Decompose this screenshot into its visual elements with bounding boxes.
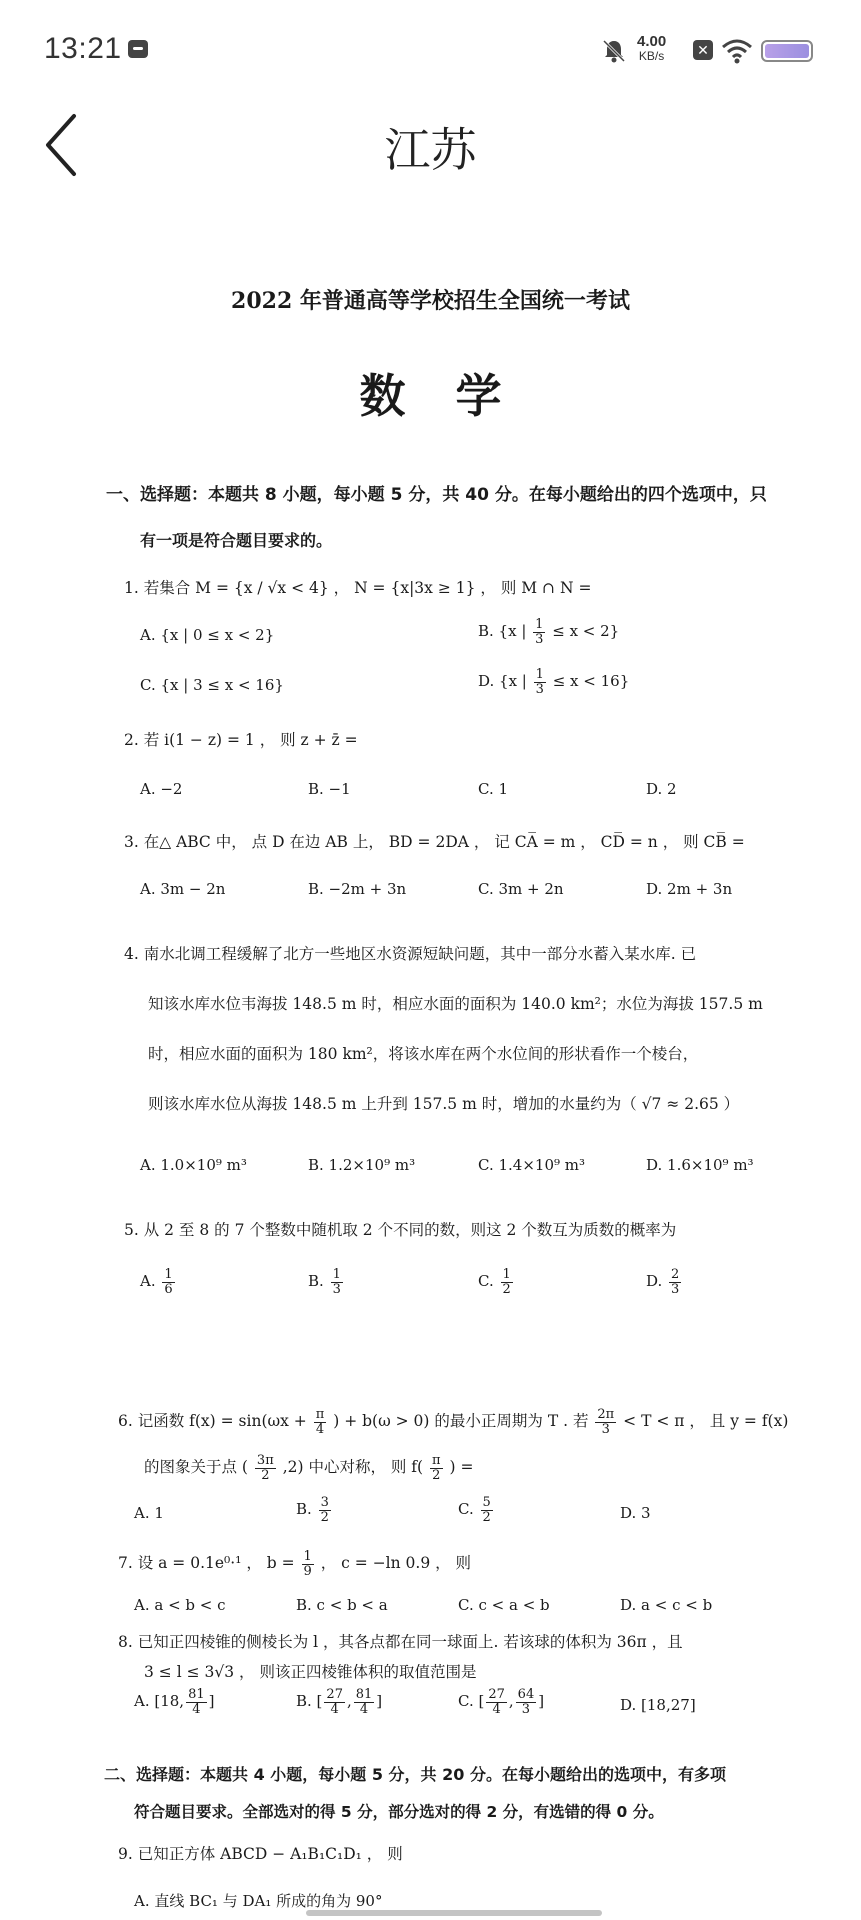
section-one-heading: 一、选择题：本题共 8 小题，每小题 5 分，共 40 分。在每小题给出的四个选项中，只 — [106, 485, 767, 505]
q7-num: 1 — [303, 1549, 312, 1564]
question-4-line-1: 4. 南水北调工程缓解了北方一些地区水资源短缺问题，其中一部分水蓄入某水库. 已 — [124, 945, 697, 963]
q6-c-label: C. — [458, 1500, 474, 1519]
question-8-line-2: 3 ≤ l ≤ 3√3 ， 则该正四棱锥体积的取值范围是 — [144, 1663, 477, 1681]
question-8-option-d: D. [18,27] — [620, 1696, 696, 1714]
q5-d-label: D. — [646, 1272, 663, 1291]
q8-b-den-2: 4 — [359, 1701, 369, 1717]
q8-b-num-1: 27 — [326, 1687, 343, 1702]
status-time: 13:21 — [44, 32, 122, 65]
question-2-option-b: B. −1 — [308, 780, 351, 798]
q8-c-fraction-1 — [486, 1688, 507, 1716]
q8-c-den-2: 3 — [521, 1701, 531, 1717]
question-2-option-c: C. 1 — [478, 780, 509, 798]
q6-l2-frac-2 — [430, 1454, 443, 1482]
question-6-option-b — [296, 1496, 333, 1524]
battery-level — [765, 44, 809, 58]
question-5-option-c — [478, 1268, 515, 1296]
question-7-option-c: C. c < a < b — [458, 1596, 550, 1614]
question-1-option-d — [478, 668, 629, 696]
section-one-heading-cont: 有一项是符合题目要求的。 — [140, 531, 333, 550]
section-two-heading: 二、选择题：本题共 4 小题，每小题 5 分，共 20 分。在每小题给出的选项中，有多项 — [104, 1765, 726, 1784]
question-4-option-d: D. 1.6×10⁹ m³ — [646, 1156, 754, 1174]
q1-b-fraction — [533, 618, 545, 646]
q8-a-pre: A. [18, — [134, 1692, 185, 1711]
q6-c-den: 2 — [482, 1509, 491, 1525]
question-7-option-d: D. a < c < b — [620, 1596, 713, 1614]
q6-l2-frac-1 — [255, 1454, 276, 1482]
q8-b-fraction-1 — [324, 1688, 345, 1716]
question-8-line-1: 8. 已知正四棱锥的侧棱长为 l ，其各点都在同一球面上. 若该球的体积为 36π ，且 — [118, 1633, 683, 1651]
question-6-option-d: D. 3 — [620, 1504, 651, 1522]
q6-l2-post: ) = — [449, 1458, 474, 1477]
q1-b-den: 3 — [535, 631, 544, 647]
question-5: 5. 从 2 至 8 的 7 个整数中随机取 2 个不同的数，则这 2 个数互为质数的概率为 — [124, 1221, 677, 1239]
q1-b-num: 1 — [535, 617, 544, 632]
q5-a-fraction — [162, 1268, 174, 1296]
q5-a-num: 1 — [164, 1267, 173, 1282]
q8-c-den-1: 4 — [492, 1701, 501, 1717]
q8-b-num-2: 81 — [355, 1687, 373, 1702]
q8-a-den: 4 — [192, 1701, 201, 1717]
top-navigation — [0, 100, 861, 190]
wifi-icon — [721, 38, 753, 64]
question-4-option-a: A. 1.0×10⁹ m³ — [140, 1156, 247, 1174]
q6-l1-frac-2 — [595, 1408, 616, 1436]
message-icon — [128, 40, 148, 58]
question-7-option-b: B. c < b < a — [296, 1596, 388, 1614]
question-1: 1. 若集合 M = {x / √x < 4} ， N = {x|3x ≥ 1} ， 则 M ∩ N = — [124, 579, 592, 597]
question-4-option-c: C. 1.4×10⁹ m³ — [478, 1156, 586, 1174]
exam-paper-image — [0, 190, 861, 1920]
q8-c-num-2: 64 — [517, 1687, 535, 1702]
q6-b-label: B. — [296, 1500, 312, 1519]
q8-c-num-1: 27 — [488, 1687, 505, 1702]
question-3-option-b: B. −2m + 3n — [308, 880, 407, 898]
status-icons — [601, 30, 821, 70]
q1-b-pre: B. {x | — [478, 622, 527, 641]
q6-l1-frac-1 — [314, 1408, 327, 1436]
q8-a-post: ] — [208, 1692, 215, 1711]
q5-c-fraction — [501, 1268, 513, 1296]
q6-l1-f1-den: 4 — [315, 1421, 325, 1437]
network-speed — [637, 34, 666, 64]
q6-l1-pre: 6. 记函数 f(x) = sin(ωx + — [118, 1412, 307, 1431]
q5-d-fraction — [669, 1268, 681, 1296]
home-indicator[interactable] — [306, 1910, 602, 1916]
q8-b-fraction-2 — [354, 1688, 375, 1716]
q6-l1-f1-num: π — [315, 1407, 325, 1422]
q1-d-pre: D. {x | — [478, 672, 527, 691]
question-3-option-c: C. 3m + 2n — [478, 880, 564, 898]
question-3: 3. 在△ ABC 中， 点 D 在边 AB 上， BD = 2DA ， 记 CA̅ = m ， CD̅ = n ， 则 CB̅ = — [124, 833, 745, 851]
q5-b-fraction — [331, 1268, 343, 1296]
q6-l2-f2-num: π — [432, 1453, 441, 1468]
question-6-line-2 — [144, 1454, 473, 1482]
q7-pre: 7. 设 a = 0.1e⁰·¹ ， b = — [118, 1554, 295, 1573]
bell-off-icon — [601, 38, 627, 64]
no-sim-icon: ✕ — [693, 40, 713, 60]
exam-subject: 数学 — [359, 369, 552, 423]
question-5-option-d — [646, 1268, 683, 1296]
q6-b-den: 2 — [320, 1509, 329, 1525]
q5-d-num: 2 — [671, 1267, 680, 1282]
q5-c-num: 1 — [502, 1267, 511, 1282]
q1-d-post: ≤ x < 16} — [552, 672, 630, 691]
question-5-option-b — [308, 1268, 345, 1296]
question-4-option-b: B. 1.2×10⁹ m³ — [308, 1156, 416, 1174]
question-6-option-a: A. 1 — [134, 1504, 164, 1522]
question-6-option-c — [458, 1496, 495, 1524]
q8-b-post: ] — [376, 1692, 383, 1711]
status-bar — [0, 0, 861, 100]
q6-l2-f2-den: 2 — [432, 1467, 441, 1483]
q6-l1-mid: ) + b(ω > 0) 的最小正周期为 T . 若 — [333, 1412, 589, 1431]
question-8-option-b: B. [ $\frac{27}{4}$ , $\frac{81}{4}$ ] — [296, 1687, 383, 1717]
q6-l1-f2-num: 2π — [597, 1407, 615, 1422]
question-7 — [118, 1550, 471, 1578]
q5-c-label: C. — [478, 1272, 494, 1291]
q7-den: 9 — [303, 1563, 312, 1579]
question-1-option-a: A. {x | 0 ≤ x < 2} — [140, 626, 275, 644]
question-3-option-a: A. 3m − 2n — [140, 880, 226, 898]
q1-b-post: ≤ x < 2} — [552, 622, 620, 641]
question-8-option-c: C. [ $\frac{27}{4}$ , $\frac{64}{3}$ ] — [458, 1687, 545, 1717]
q6-l2-f1-den: 2 — [261, 1467, 270, 1483]
section-two-heading-cont: 符合题目要求。全部选对的得 5 分，部分选对的得 2 分，有选错的得 0 分。 — [134, 1803, 664, 1821]
q1-d-den: 3 — [535, 681, 544, 697]
question-2-option-a: A. −2 — [140, 780, 183, 798]
page-title: 江苏 — [384, 123, 477, 177]
q8-c-fraction-2 — [516, 1688, 537, 1716]
question-2-option-d: D. 2 — [646, 780, 677, 798]
q6-b-fraction — [319, 1496, 331, 1524]
exam-title: 2022 年普通高等学校招生全国统一考试 — [231, 288, 630, 314]
q6-l2-mid: ,2) 中心对称， 则 f( — [282, 1458, 424, 1477]
question-8-option-a — [134, 1688, 214, 1716]
question-2: 2. 若 i(1 − z) = 1 ， 则 z + z̄ = — [124, 731, 358, 749]
q5-a-den: 6 — [164, 1281, 173, 1297]
question-1-option-b — [478, 618, 619, 646]
q6-l2-f1-num: 3π — [256, 1453, 274, 1468]
q8-c-pre: C. [ — [458, 1692, 485, 1711]
q8-c-post: ] — [538, 1692, 545, 1711]
q6-b-num: 3 — [320, 1495, 329, 1510]
question-7-option-a: A. a < b < c — [134, 1596, 226, 1614]
question-4-line-2: 知该水库水位韦海拔 148.5 m 时，相应水面的面积为 140.0 km²；水位为海拔 157.5 m — [148, 995, 763, 1013]
question-1-option-c: C. {x | 3 ≤ x < 16} — [140, 676, 284, 694]
q5-c-den: 2 — [502, 1281, 511, 1297]
q5-b-den: 3 — [332, 1281, 341, 1297]
q7-post: ， c = −ln 0.9 ， 则 — [320, 1554, 472, 1573]
q1-d-num: 1 — [535, 667, 544, 682]
q5-b-num: 1 — [332, 1267, 341, 1282]
question-6-line-1 — [118, 1408, 788, 1436]
battery-icon — [761, 40, 813, 62]
q6-c-fraction — [481, 1496, 493, 1524]
question-4-line-3: 时，相应水面的面积为 180 km²，将该水库在两个水位间的形状看作一个棱台， — [148, 1045, 699, 1063]
q5-d-den: 3 — [671, 1281, 680, 1297]
q6-l1-post: < T < π ， 且 y = f(x) — [623, 1412, 789, 1431]
question-9: 9. 已知正方体 ABCD − A₁B₁C₁D₁ ， 则 — [118, 1845, 403, 1863]
q7-fraction — [302, 1550, 314, 1578]
network-speed-value: 4.00 — [637, 33, 667, 50]
q8-a-num: 81 — [188, 1687, 205, 1702]
q8-b-den-1: 4 — [330, 1701, 339, 1717]
q8-a-fraction — [186, 1688, 207, 1716]
network-speed-unit: KB/s — [638, 49, 665, 63]
q8-b-pre: B. [ — [296, 1692, 323, 1711]
question-3-option-d: D. 2m + 3n — [646, 880, 733, 898]
q5-b-label: B. — [308, 1272, 324, 1291]
q6-l2-pre: 的图象关于点 ( — [144, 1458, 248, 1477]
q5-a-label: A. — [140, 1272, 156, 1291]
q6-c-num: 5 — [482, 1495, 491, 1510]
question-4-line-4: 则该水库水位从海拔 148.5 m 上升到 157.5 m 时，增加的水量约为（ √7 ≈ 2.65 ） — [148, 1095, 740, 1113]
q6-l1-f2-den: 3 — [601, 1421, 610, 1437]
question-9-option-a: A. 直线 BC₁ 与 DA₁ 所成的角为 90° — [134, 1892, 383, 1910]
question-5-option-a — [140, 1268, 177, 1296]
q1-d-fraction — [534, 668, 546, 696]
